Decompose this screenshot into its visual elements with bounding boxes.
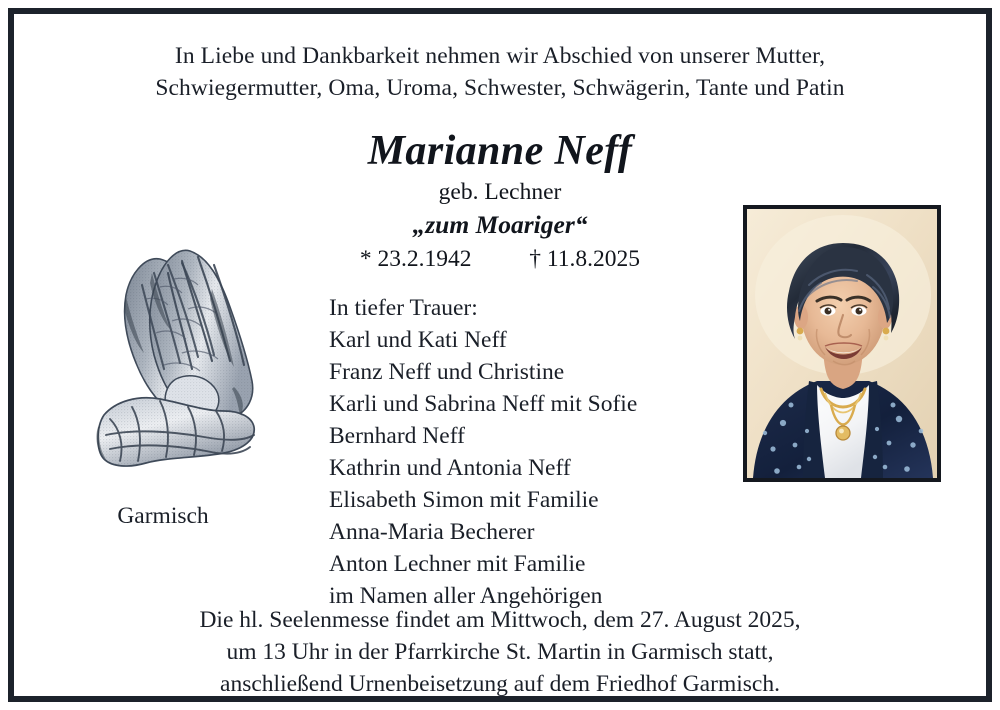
list-item: Franz Neff und Christine xyxy=(329,359,565,385)
maiden-name: geb. Lechner xyxy=(438,179,562,205)
birth-date: 23.2.1942 xyxy=(377,246,472,272)
funeral-service-info xyxy=(14,604,986,700)
list-item: Karli und Sabrina Neff mit Sofie xyxy=(329,391,638,417)
list-item: Bernhard Neff xyxy=(329,423,465,449)
intro-line-1: In Liebe und Dankbarkeit nehmen wir Abschied von unserer Mutter, xyxy=(174,43,826,69)
deceased-name: Marianne Neff xyxy=(367,128,633,174)
portrait-frame xyxy=(743,205,941,482)
intro-line-2: Schwiegermutter, Oma, Uroma, Schwester, Schwägerin, Tante und Patin xyxy=(155,75,845,101)
footer-line-3: anschließend Urnenbeisetzung auf dem Friedhof Garmisch. xyxy=(220,671,780,697)
list-item: Anna-Maria Becherer xyxy=(329,519,535,545)
obituary-card xyxy=(8,8,992,702)
list-item: Anton Lechner mit Familie xyxy=(329,551,586,577)
list-item: im Namen aller Angehörigen xyxy=(329,583,603,609)
list-item: Kathrin und Antonia Neff xyxy=(329,455,571,481)
footer-line-2: um 13 Uhr in der Pfarrkirche St. Martin in Garmisch statt, xyxy=(226,639,774,665)
mourners-list xyxy=(329,292,749,612)
avatar xyxy=(747,209,937,478)
death-symbol: † xyxy=(529,246,542,272)
mourners-heading: In tiefer Trauer: xyxy=(329,295,478,321)
intro-text xyxy=(14,40,986,104)
footer-line-1: Die hl. Seelenmesse findet am Mittwoch, dem 27. August 2025, xyxy=(199,607,801,633)
place-label: Garmisch xyxy=(117,503,209,529)
death-date: 11.8.2025 xyxy=(546,246,641,272)
list-item: Karl und Kati Neff xyxy=(329,327,507,353)
nickname: „zum Moariger“ xyxy=(412,210,588,239)
praying-hands-icon xyxy=(64,229,274,479)
birth-symbol: * xyxy=(359,246,372,272)
list-item: Elisabeth Simon mit Familie xyxy=(329,487,599,513)
